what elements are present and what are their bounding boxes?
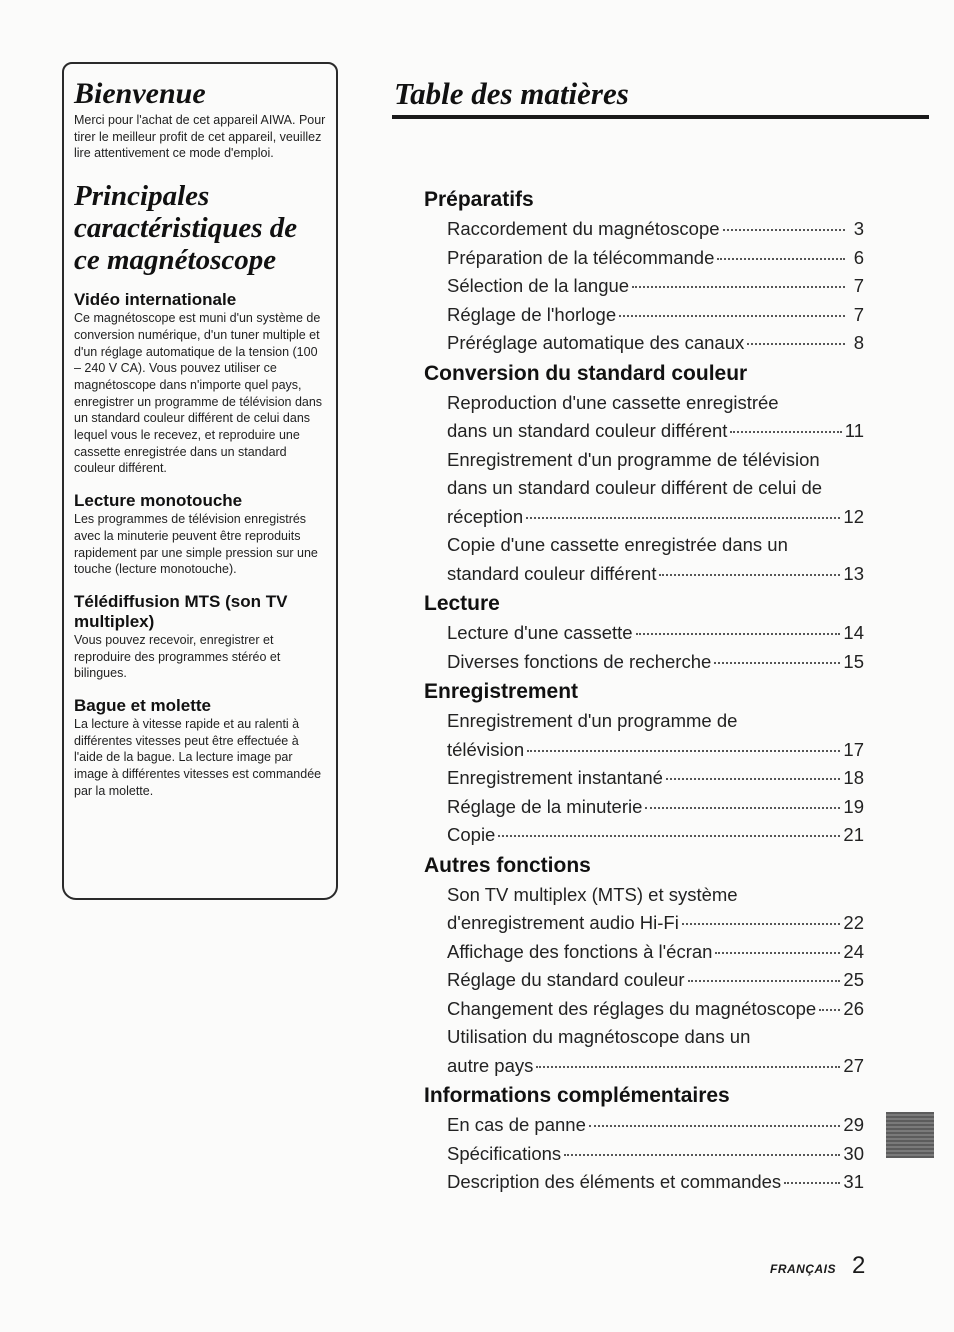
toc-entry-title: dans un standard couleur différent <box>447 420 728 441</box>
toc-entry <box>424 531 864 560</box>
toc-entry <box>424 329 864 358</box>
toc-entry-title: Lecture d'une cassette <box>447 622 633 643</box>
toc-entry <box>424 881 864 910</box>
feature-item <box>74 696 326 800</box>
toc-entry-title: Spécifications <box>447 1142 562 1164</box>
toc-section-heading: Enregistrement <box>424 680 579 703</box>
language-tab-marker <box>886 1112 934 1158</box>
toc-entry <box>424 707 864 736</box>
dot-leader <box>536 1066 840 1068</box>
toc-section-heading: Informations complémentaires <box>424 1084 730 1107</box>
welcome-title: Bienvenue <box>74 77 206 110</box>
toc-entry <box>424 474 864 503</box>
dot-leader <box>784 1182 840 1184</box>
toc-page-number: 18 <box>843 767 864 788</box>
dot-leader <box>723 229 845 231</box>
toc-entry <box>424 1052 864 1081</box>
toc-entry <box>424 1140 864 1169</box>
toc-entry <box>424 793 864 822</box>
toc-page-number: 25 <box>843 969 864 990</box>
toc-entry-title: Son TV multiplex (MTS) et système <box>447 883 738 905</box>
feature-heading: Lecture monotouche <box>74 491 243 511</box>
toc-entry <box>424 1168 864 1197</box>
toc-page-number: 19 <box>843 795 864 817</box>
footer-language: FRANÇAIS <box>770 1262 836 1276</box>
toc-entry <box>424 560 864 589</box>
toc-page-number: 3 <box>853 218 864 239</box>
toc-entry-title: Sélection de la langue <box>447 275 630 296</box>
toc-entry <box>424 619 864 648</box>
toc-page-number: 27 <box>843 1054 864 1076</box>
toc-page-number: 24 <box>843 940 864 962</box>
toc-entry-title: Enregistrement d'un programme de <box>447 710 738 731</box>
toc-page-number: 13 <box>843 562 864 584</box>
toc-entry <box>424 995 864 1024</box>
features-title: Principales caractéristiques de ce magnétoscope <box>74 180 298 277</box>
feature-item <box>74 491 326 578</box>
feature-heading: Bague et molette <box>74 696 211 716</box>
dot-leader <box>682 923 841 925</box>
dot-leader <box>819 1009 840 1011</box>
toc-entry-title: standard couleur différent <box>447 562 657 584</box>
toc-entry <box>424 1111 864 1140</box>
toc-entry-title: réception <box>447 505 524 527</box>
toc-page-number: 12 <box>843 505 864 527</box>
toc-entry <box>424 764 864 793</box>
toc-entry <box>424 821 864 850</box>
toc-entry-title: autre pays <box>447 1054 534 1076</box>
toc-entry <box>424 301 864 330</box>
toc-entry-title: Réglage de la minuterie <box>447 795 643 817</box>
welcome-text: Merci pour l'achat de cet appareil AIWA. Pour tirer le meilleur profit de cet appareil, veuillez lire attentivement ce mode d'emploi. <box>74 113 326 161</box>
toc-entry-title: Préréglage automatique des canaux <box>447 332 745 353</box>
dot-leader <box>619 315 845 317</box>
dot-leader <box>747 343 845 345</box>
table-of-contents <box>424 184 864 1197</box>
toc-entry <box>424 503 864 532</box>
toc-entry-title: Réglage de l'horloge <box>447 303 617 325</box>
dot-leader <box>589 1125 841 1127</box>
toc-entry <box>424 648 864 677</box>
dot-leader <box>636 633 841 635</box>
toc-entry-title: Diverses fonctions de recherche <box>447 650 712 672</box>
dot-leader <box>688 980 841 982</box>
toc-entry-title: télévision <box>447 738 525 760</box>
toc-page-number: 7 <box>853 275 864 296</box>
toc-entry-title: Changement des réglages du magnétoscope <box>447 997 817 1019</box>
dot-leader <box>730 431 841 433</box>
welcome-panel <box>62 62 338 900</box>
toc-title: Table des matières <box>394 76 629 111</box>
dot-leader <box>714 662 840 664</box>
dot-leader <box>527 750 840 752</box>
toc-entry-title: d'enregistrement audio Hi-Fi <box>447 912 679 933</box>
toc-entry-title: Copie d'une cassette enregistrée dans un <box>447 534 788 555</box>
dot-leader <box>498 835 840 837</box>
toc-entry-title: Reproduction d'une cassette enregistrée <box>447 391 779 413</box>
feature-heading: Télédiffusion MTS (son TV multiplex) <box>74 591 288 631</box>
toc-entry-title: dans un standard couleur différent de celui de <box>447 477 823 498</box>
toc-page-number: 14 <box>843 622 864 643</box>
toc-page-number: 17 <box>843 738 864 760</box>
dot-leader <box>659 574 840 576</box>
toc-entry <box>424 736 864 765</box>
feature-text: Vous pouvez recevoir, enregistrer et reproduire des programmes stéréo et bilingues. <box>74 632 281 681</box>
dot-leader <box>564 1154 840 1156</box>
feature-heading: Vidéo internationale <box>74 290 237 310</box>
toc-section-heading: Préparatifs <box>424 188 534 211</box>
toc-entry <box>424 966 864 995</box>
toc-entry-title: Raccordement du magnétoscope <box>447 218 720 239</box>
feature-text: Les programmes de télévision enregistrés avec la minuterie peuvent être reproduits rapidement par une simple pression sur une touche (lecture monotouche). <box>74 512 318 577</box>
page-number: 2 <box>852 1252 866 1279</box>
toc-entry-title: Description des éléments et commandes <box>447 1171 782 1192</box>
dot-leader <box>666 778 840 780</box>
feature-item <box>74 290 326 477</box>
toc-entry-title: Affichage des fonctions à l'écran <box>447 940 713 962</box>
toc-page-number: 31 <box>843 1171 864 1192</box>
toc-entry <box>424 244 864 273</box>
toc-entry-title: Préparation de la télécommande <box>447 246 715 268</box>
toc-entry <box>424 389 864 418</box>
feature-text: Ce magnétoscope est muni d'un système de conversion numérique, d'un tuner multiple et d'un réglage automatique de la tension (100 – 240 V CA). Vous pouvez utiliser ce magnétoscope dans n'importe quel pays, enregistrer un programme de télévision dans un standard couleur différent de celui dans lequel vous le recevez, et reproduire une cassette enregistrée dans un standard couleur différent. <box>74 311 323 476</box>
toc-entry-title: Enregistrement instantané <box>447 767 663 788</box>
toc-page-number: 15 <box>843 650 864 672</box>
dot-leader <box>526 517 840 519</box>
toc-page-number: 22 <box>843 912 864 933</box>
feature-text: La lecture à vitesse rapide et au ralenti à différentes vitesses peut être effectuée à l'aide de la bague. La lecture image par image à différentes vitesses est commandée par la molette. <box>74 717 322 798</box>
toc-page-number: 11 <box>844 420 864 441</box>
toc-entry-title: Utilisation du magnétoscope dans un <box>447 1026 751 1047</box>
toc-entry-title: Enregistrement d'un programme de télévision <box>447 448 820 470</box>
toc-page-number: 7 <box>853 303 864 325</box>
dot-leader <box>645 807 840 809</box>
toc-entry-title: En cas de panne <box>447 1114 586 1135</box>
toc-page-number: 21 <box>843 824 864 845</box>
toc-page-number: 26 <box>843 997 864 1019</box>
toc-entry <box>424 215 864 244</box>
toc-entry-title: Réglage du standard couleur <box>447 969 685 990</box>
toc-entry-title: Copie <box>447 824 496 845</box>
toc-entry <box>424 446 864 475</box>
toc-section-heading: Autres fonctions <box>424 853 591 877</box>
toc-page-number: 6 <box>853 246 864 268</box>
toc-page-number: 30 <box>843 1142 864 1164</box>
toc-page-number: 8 <box>853 332 864 353</box>
toc-section-heading: Conversion du standard couleur <box>424 361 748 385</box>
dot-leader <box>717 258 845 260</box>
toc-page-number: 29 <box>843 1114 864 1135</box>
toc-entry <box>424 909 864 938</box>
toc-entry <box>424 938 864 967</box>
dot-leader <box>632 286 845 288</box>
toc-section-heading: Lecture <box>424 592 500 615</box>
toc-divider <box>392 115 929 119</box>
dot-leader <box>715 952 840 954</box>
toc-entry <box>424 1023 864 1052</box>
feature-item <box>74 592 326 682</box>
toc-entry <box>424 417 864 446</box>
toc-entry <box>424 272 864 301</box>
